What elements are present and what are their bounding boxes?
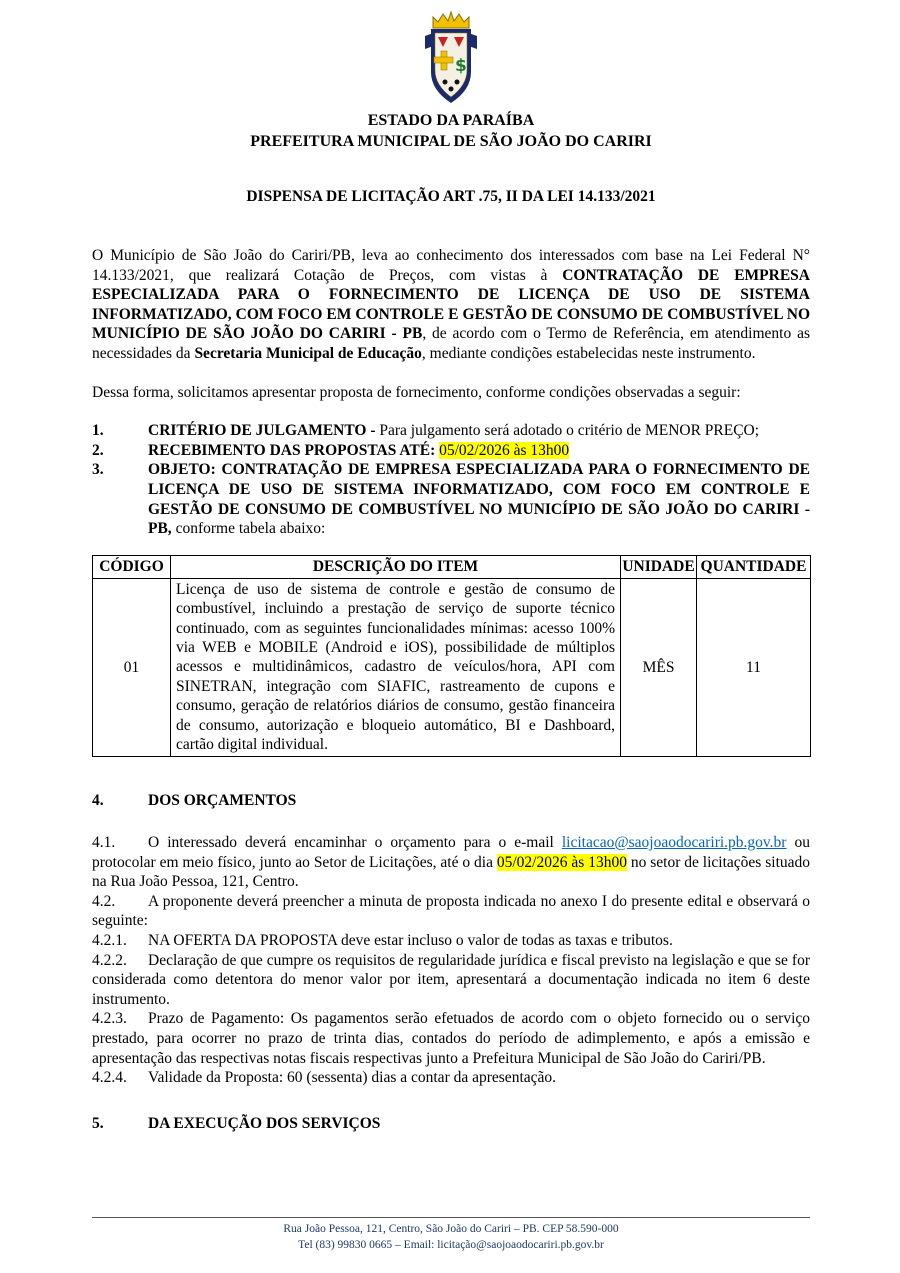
- page-footer: [92, 1217, 810, 1253]
- item-1-text: Para julgamento será adotado o critério de MENOR PREÇO;: [379, 422, 760, 440]
- state-name: ESTADO DA PARAÍBA: [367, 112, 535, 129]
- item-3-number: 3.: [92, 461, 104, 479]
- paragraph-4-2-3-number: 4.2.3.: [92, 1010, 127, 1028]
- secretariat-bold-text: Secretaria Municipal de Educação: [194, 344, 422, 362]
- item-2-number: 2.: [92, 441, 104, 459]
- paragraph-4-2-4: [92, 1068, 810, 1088]
- item-3-title: OBJETO: CONTRATAÇÃO DE EMPRESA ESPECIALIZADA PARA O FORNECIMENTO DE LICENÇA DE USO DE SISTEMA INFORMATIZADO, COM FOCO EM CONTROLE E GESTÃO DE CONSUMO DE COMBUSTÍVEL NO MUNICÍPIO DE SÃO JOÃO DO CARIRI - PB,: [148, 461, 810, 538]
- col-header-quantidade: QUANTIDADE: [697, 555, 811, 578]
- section-5-title: DA EXECUÇÃO DOS SERVIÇOS: [148, 1114, 381, 1132]
- organization-header: [92, 110, 810, 152]
- table-row: [93, 578, 811, 757]
- document-title: DISPENSA DE LICITAÇÃO ART .75, II DA LEI 14.133/2021: [246, 188, 656, 205]
- paragraph-4-2-4-text: Validade da Proposta: 60 (sessenta) dias a contar da apresentação.: [148, 1069, 557, 1087]
- object-bold-text: CONTRATAÇÃO DE EMPRESA ESPECIALIZADA PARA O FORNECIMENTO DE LICENÇA DE USO DE SISTEMA INFORMATIZADO, COM FOCO EM CONTROLE E GESTÃO DE CONSUMO DE COMBUSTÍVEL NO MUNICÍPIO DE SÃO JOÃO DO CARIRI - PB: [92, 266, 810, 343]
- paragraph-4-2-number: 4.2.: [92, 892, 116, 910]
- items-table: [92, 555, 811, 758]
- paragraph-4-1-text-3: no setor de licitações situado na Rua João Pessoa, 121, Centro.: [92, 853, 811, 891]
- col-header-descricao: DESCRIÇÃO DO ITEM: [171, 555, 621, 578]
- paragraph-4-2-1: [92, 931, 810, 951]
- item-2-title: RECEBIMENTO DAS PROPOSTAS ATÉ:: [148, 441, 440, 459]
- paragraph-4-2-2-text: Declaração de que cumpre os requisitos de regularidade jurídica e fiscal previsto na legislação e que se for considerada como detentora do menor valor por item, apresentará a documentação indicada no item 6 deste instrumento.: [92, 951, 810, 1008]
- svg-text:$: $: [455, 56, 467, 76]
- request-paragraph: Dessa forma, solicitamos apresentar proposta de fornecimento, conforme condições observadas a seguir:: [92, 383, 741, 401]
- cell-unidade: MÊS: [621, 578, 697, 757]
- intro-text-1: O Município de São João do Cariri/PB, leva ao conhecimento dos interessados com base na Lei Federal N° 14.133/2021, que realizará Cotação de Preços, com vistas à: [92, 247, 810, 284]
- table-header-row: [93, 555, 811, 578]
- footer-contact: Tel (83) 99830 0665 – Email: licitação@saojoaodocariri.pb.gov.br: [298, 1239, 604, 1251]
- intro-text-2: , de acordo com o Termo de Referência, em atendimento as necessidades da: [92, 325, 810, 362]
- intro-text-3: , mediante condições estabelecidas neste instrumento.: [421, 344, 756, 362]
- proposal-deadline-highlight: 05/02/2026 às 13h00: [439, 441, 570, 459]
- item-3-text: conforme tabela abaixo:: [171, 520, 326, 538]
- section-4-heading: [92, 791, 810, 811]
- list-item-2: [92, 441, 810, 461]
- paragraph-4-2-text: A proponente deverá preencher a minuta de proposta indicada no anexo I do presente edital e observará o seguinte:: [92, 892, 810, 930]
- section-4-title: DOS ORÇAMENTOS: [148, 792, 297, 810]
- cell-descricao: Licença de uso de sistema de controle e gestão de consumo de combustível, incluindo a prestação de serviço de suporte técnico continuado, com as seguintes funcionalidades mínimas: acesso 100% via WEB e MOBILE (Android e iOS), possibilidade de múltiplos acessos e multidinâmicos, cadastro de veículos/hora, API com SINETRAN, integração com SIAFIC, rastreamento de cupons e consumo, geração de relatórios diários de consumo, gestão financeira de consumo, autorização e bloqueio automático, BI e Dashboard, cartão digital individual.: [171, 578, 621, 757]
- municipal-coat-of-arms-icon: [411, 10, 491, 106]
- paragraph-4-2-4-number: 4.2.4.: [92, 1069, 127, 1087]
- conditions-list: [92, 421, 810, 539]
- footer-address: Rua João Pessoa, 121, Centro, São João do Cariri – PB. CEP 58.590-000: [283, 1223, 619, 1235]
- municipality-name: PREFEITURA MUNICIPAL DE SÃO JOÃO DO CARIRI: [250, 133, 652, 150]
- paragraph-4-2-3: [92, 1009, 810, 1068]
- paragraph-4-2: [92, 892, 810, 931]
- email-link[interactable]: licitacao@saojoaodocariri.pb.gov.br: [561, 833, 787, 851]
- item-1-number: 1.: [92, 422, 104, 440]
- paragraph-4-2-2: [92, 951, 810, 1010]
- paragraph-4-2-1-number: 4.2.1.: [92, 931, 127, 949]
- section-4-number: 4.: [92, 792, 104, 810]
- paragraph-4-2-3-text: Prazo de Pagamento: Os pagamentos serão efetuados de acordo com o objeto fornecido ou o serviço prestado, para ocorrer no prazo de trinta dias, contados do período de adimplemento, e após a emissão e apresentação das respectivas notas fiscais respectivas junto a Prefeitura Municipal de São João do Cariri/PB.: [92, 1010, 810, 1067]
- section-5-heading: [92, 1114, 810, 1134]
- paragraph-4-1: [92, 833, 810, 892]
- cell-quantidade: 11: [697, 578, 811, 757]
- item-1-title: CRITÉRIO DE JULGAMENTO -: [148, 422, 380, 440]
- list-item-1: [92, 421, 810, 441]
- header-crest-area: [92, 10, 810, 106]
- paragraph-4-2-1-text: NA OFERTA DA PROPOSTA deve estar incluso o valor de todas as taxas e tributos.: [148, 931, 673, 949]
- col-header-codigo: CÓDIGO: [93, 555, 171, 578]
- col-header-unidade: UNIDADE: [621, 555, 697, 578]
- paragraph-4-1-text-2: ou protocolar em meio físico, junto ao Setor de Licitações, até o dia: [92, 833, 810, 871]
- paragraph-4-2-2-number: 4.2.2.: [92, 951, 127, 969]
- cell-codigo: 01: [93, 578, 171, 757]
- section-5-number: 5.: [92, 1114, 104, 1132]
- deadline-highlight: 05/02/2026 às 13h00: [496, 853, 627, 871]
- paragraph-4-1-text-1: O interessado deverá encaminhar o orçamento para o e-mail: [148, 833, 562, 851]
- paragraph-4-1-number: 4.1.: [92, 833, 116, 851]
- list-item-3: [92, 460, 810, 538]
- intro-paragraph: [92, 246, 810, 364]
